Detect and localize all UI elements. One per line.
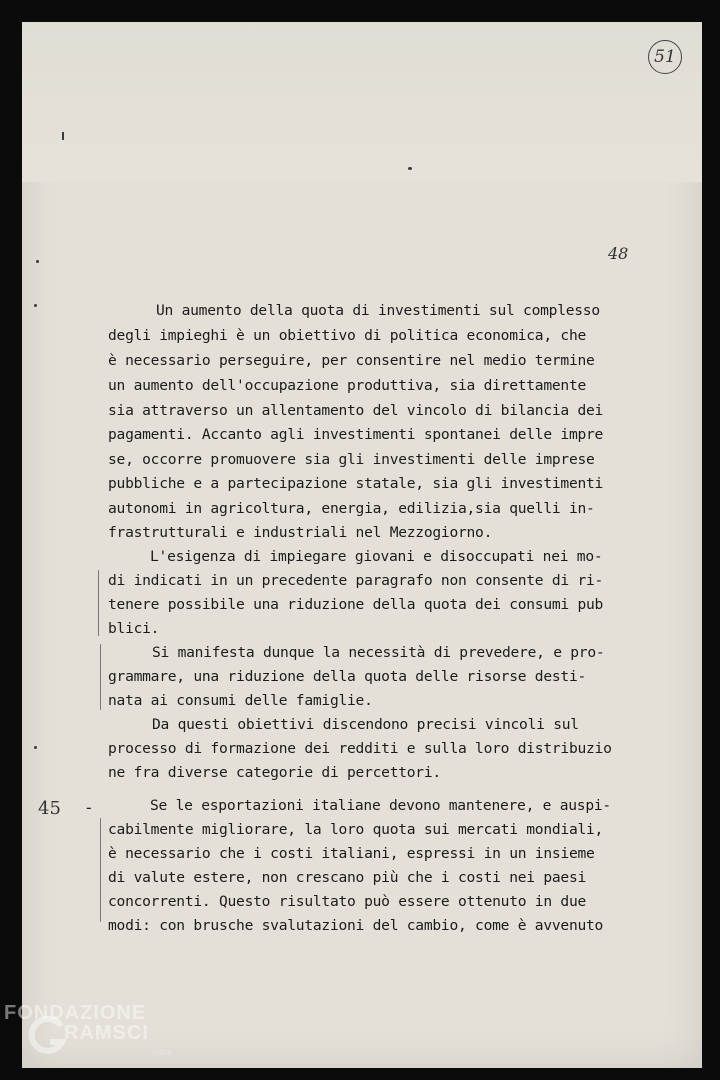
text-line: frastrutturali e industriali nel Mezzogiorno. bbox=[108, 524, 493, 541]
fondazione-gramsci-watermark bbox=[4, 1002, 194, 1076]
watermark-onlus: onlus bbox=[152, 1048, 172, 1057]
margin-bracket bbox=[100, 644, 101, 710]
margin-dash: - bbox=[84, 798, 94, 817]
text-line: autonomi in agricoltura, energia, edilizia,sia quelli in- bbox=[108, 500, 595, 517]
top-scan-band bbox=[22, 22, 702, 182]
margin-bracket bbox=[100, 818, 101, 922]
text-line: Se le esportazioni italiane devono mantenere, e auspi- bbox=[150, 797, 611, 814]
watermark-line2: RAMSCI bbox=[64, 1022, 149, 1044]
text-line: ne fra diverse categorie di percettori. bbox=[108, 764, 441, 781]
scan-speck bbox=[408, 167, 412, 170]
scan-speck bbox=[36, 260, 39, 263]
text-line: L'esigenza di impiegare giovani e disoccupati nei mo- bbox=[150, 548, 603, 565]
text-line: modi: con brusche svalutazioni del cambio, come è avvenuto bbox=[108, 917, 604, 934]
text-line: pagamenti. Accanto agli investimenti spontanei delle impre bbox=[108, 426, 604, 443]
archive-number: 51 bbox=[654, 47, 676, 67]
text-line: cabilmente migliorare, la loro quota sui mercati mondiali, bbox=[108, 821, 604, 838]
text-line: di indicati in un precedente paragrafo non consente di ri- bbox=[108, 572, 604, 589]
text-line: è necessario che i costi italiani, espressi in un insieme bbox=[108, 845, 595, 862]
text-line: degli impieghi è un obiettivo di politica economica, che bbox=[108, 327, 587, 344]
scan-speck bbox=[34, 304, 37, 307]
text-line: è necessario perseguire, per consentire nel medio termine bbox=[108, 352, 595, 369]
text-line: blici. bbox=[108, 620, 160, 637]
text-line: Un aumento della quota di investimenti sul complesso bbox=[156, 302, 600, 319]
text-line: Da questi obiettivi discendono precisi vincoli sul bbox=[152, 716, 579, 733]
text-line: sia attraverso un allentamento del vincolo di bilancia dei bbox=[108, 402, 604, 419]
text-line: Si manifesta dunque la necessità di prevedere, e pro- bbox=[152, 644, 605, 661]
text-line: nata ai consumi delle famiglie. bbox=[108, 692, 373, 709]
text-line: se, occorre promuovere sia gli investimenti delle imprese bbox=[108, 451, 595, 468]
text-line: di valute estere, non crescano più che i costi nei paesi bbox=[108, 869, 587, 886]
scan-speck bbox=[62, 132, 64, 140]
margin-number: 45 bbox=[38, 798, 61, 819]
text-line: concorrenti. Questo risultato può essere ottenuto in due bbox=[108, 893, 587, 910]
gramsci-logo-icon bbox=[28, 1016, 68, 1056]
text-line: tenere possibile una riduzione della quota dei consumi pub bbox=[108, 596, 604, 613]
text-line: grammare, una riduzione della quota delle risorse desti- bbox=[108, 668, 587, 685]
document-page bbox=[22, 22, 702, 1068]
scan-speck bbox=[34, 746, 37, 749]
text-line: pubbliche e a partecipazione statale, sia gli investimenti bbox=[108, 475, 604, 492]
text-line: un aumento dell'occupazione produttiva, sia direttamente bbox=[108, 377, 587, 394]
text-line: processo di formazione dei redditi e sulla loro distribuzio bbox=[108, 740, 612, 757]
margin-bracket bbox=[98, 570, 99, 636]
page-number: 48 bbox=[608, 244, 629, 263]
archive-number-circle bbox=[648, 40, 682, 74]
watermark-line1: FONDAZIONE bbox=[4, 1002, 147, 1024]
